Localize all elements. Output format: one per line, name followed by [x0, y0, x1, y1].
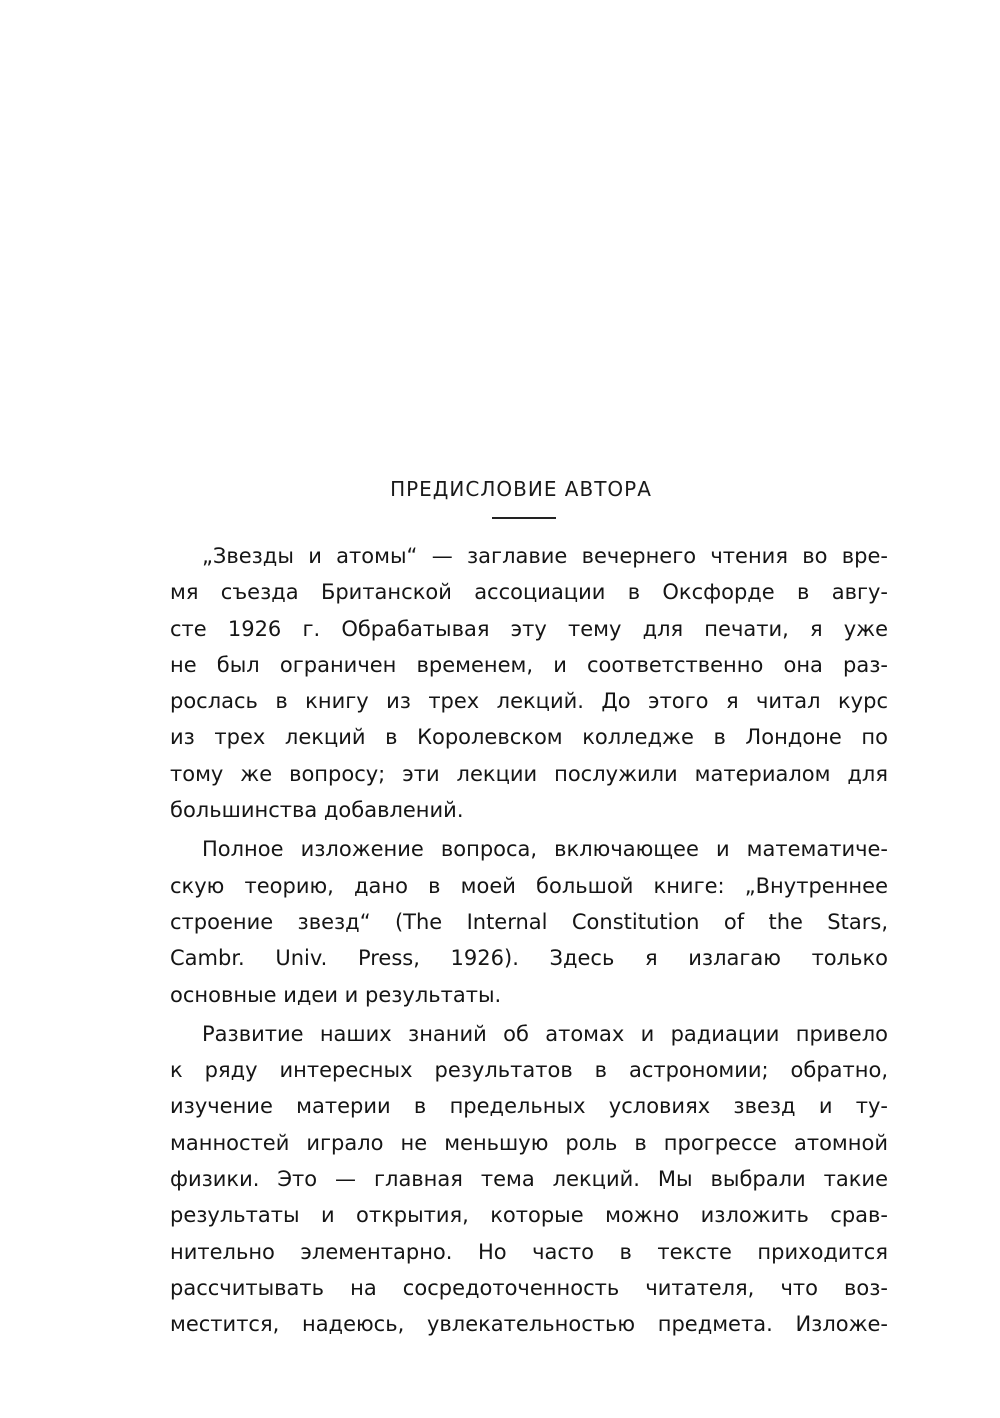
title-rule: [492, 517, 556, 519]
paragraph-3-line-6: результаты и открытия, которые можно изложить срав-: [170, 1203, 888, 1228]
paragraph-3-line-1: Развитие наших знаний об атомах и радиации привело: [202, 1021, 888, 1046]
paragraph-3-line-5: физики. Это — главная тема лекций. Мы выбрали такие: [170, 1167, 888, 1192]
paragraph-1-line-8: большинства добавлений.: [170, 798, 464, 823]
paragraph-1-line-1: „Звезды и атомы“ — заглавие вечернего чтения во вре-: [202, 544, 888, 568]
paragraph-1-line-3: сте 1926 г. Обрабатывая эту тему для печати, я уже: [170, 616, 888, 641]
paragraph-3-line-4: манностей играло не меньшую роль в прогрессе атомной: [170, 1130, 888, 1155]
paragraph-2-line-2: скую теорию, дано в моей большой книге: „Внутреннее: [170, 873, 888, 898]
paragraph-3-line-2: к ряду интересных результатов в астрономии; обратно,: [170, 1058, 888, 1083]
paragraph-2-line-3: строение звезд“ (The Internal Constitution of the Stars,: [170, 909, 888, 934]
paragraph-1-line-7: тому же вопросу; эти лекции послужили материалом для: [170, 761, 888, 786]
paragraph-1-line-5: рослась в книгу из трех лекций. До этого я читал курс: [170, 689, 888, 714]
page-title: ПРЕДИСЛОВИЕ АВТОРА: [390, 477, 652, 501]
paragraph-1-line-4: не был ограничен временем, и соответственно она раз-: [170, 652, 888, 677]
paragraph-3-line-7: нительно элементарно. Но часто в тексте приходится: [170, 1239, 888, 1264]
paragraph-1-line-6: из трех лекций в Королевском колледже в Лондоне по: [170, 725, 888, 750]
paragraph-1-line-2: мя съезда Британской ассоциации в Оксфорде в авгу-: [170, 580, 888, 605]
paragraph-2-line-5: основные идеи и результаты.: [170, 982, 502, 1007]
paragraph-2-line-4: Cambr. Univ. Press, 1926). Здесь я излагаю только: [170, 946, 888, 971]
paragraph-2-line-1: Полное изложение вопроса, включающее и математиче-: [202, 837, 888, 862]
body-text: [170, 538, 888, 1343]
paragraph-3-line-8: рассчитывать на сосредоточенность читателя, что воз-: [170, 1275, 888, 1300]
paragraph-3-line-3: изучение материи в предельных условиях звезд и ту-: [170, 1094, 888, 1119]
paragraph-3-line-9: местится, надеюсь, увлекательностью предмета. Изложе-: [170, 1312, 888, 1337]
